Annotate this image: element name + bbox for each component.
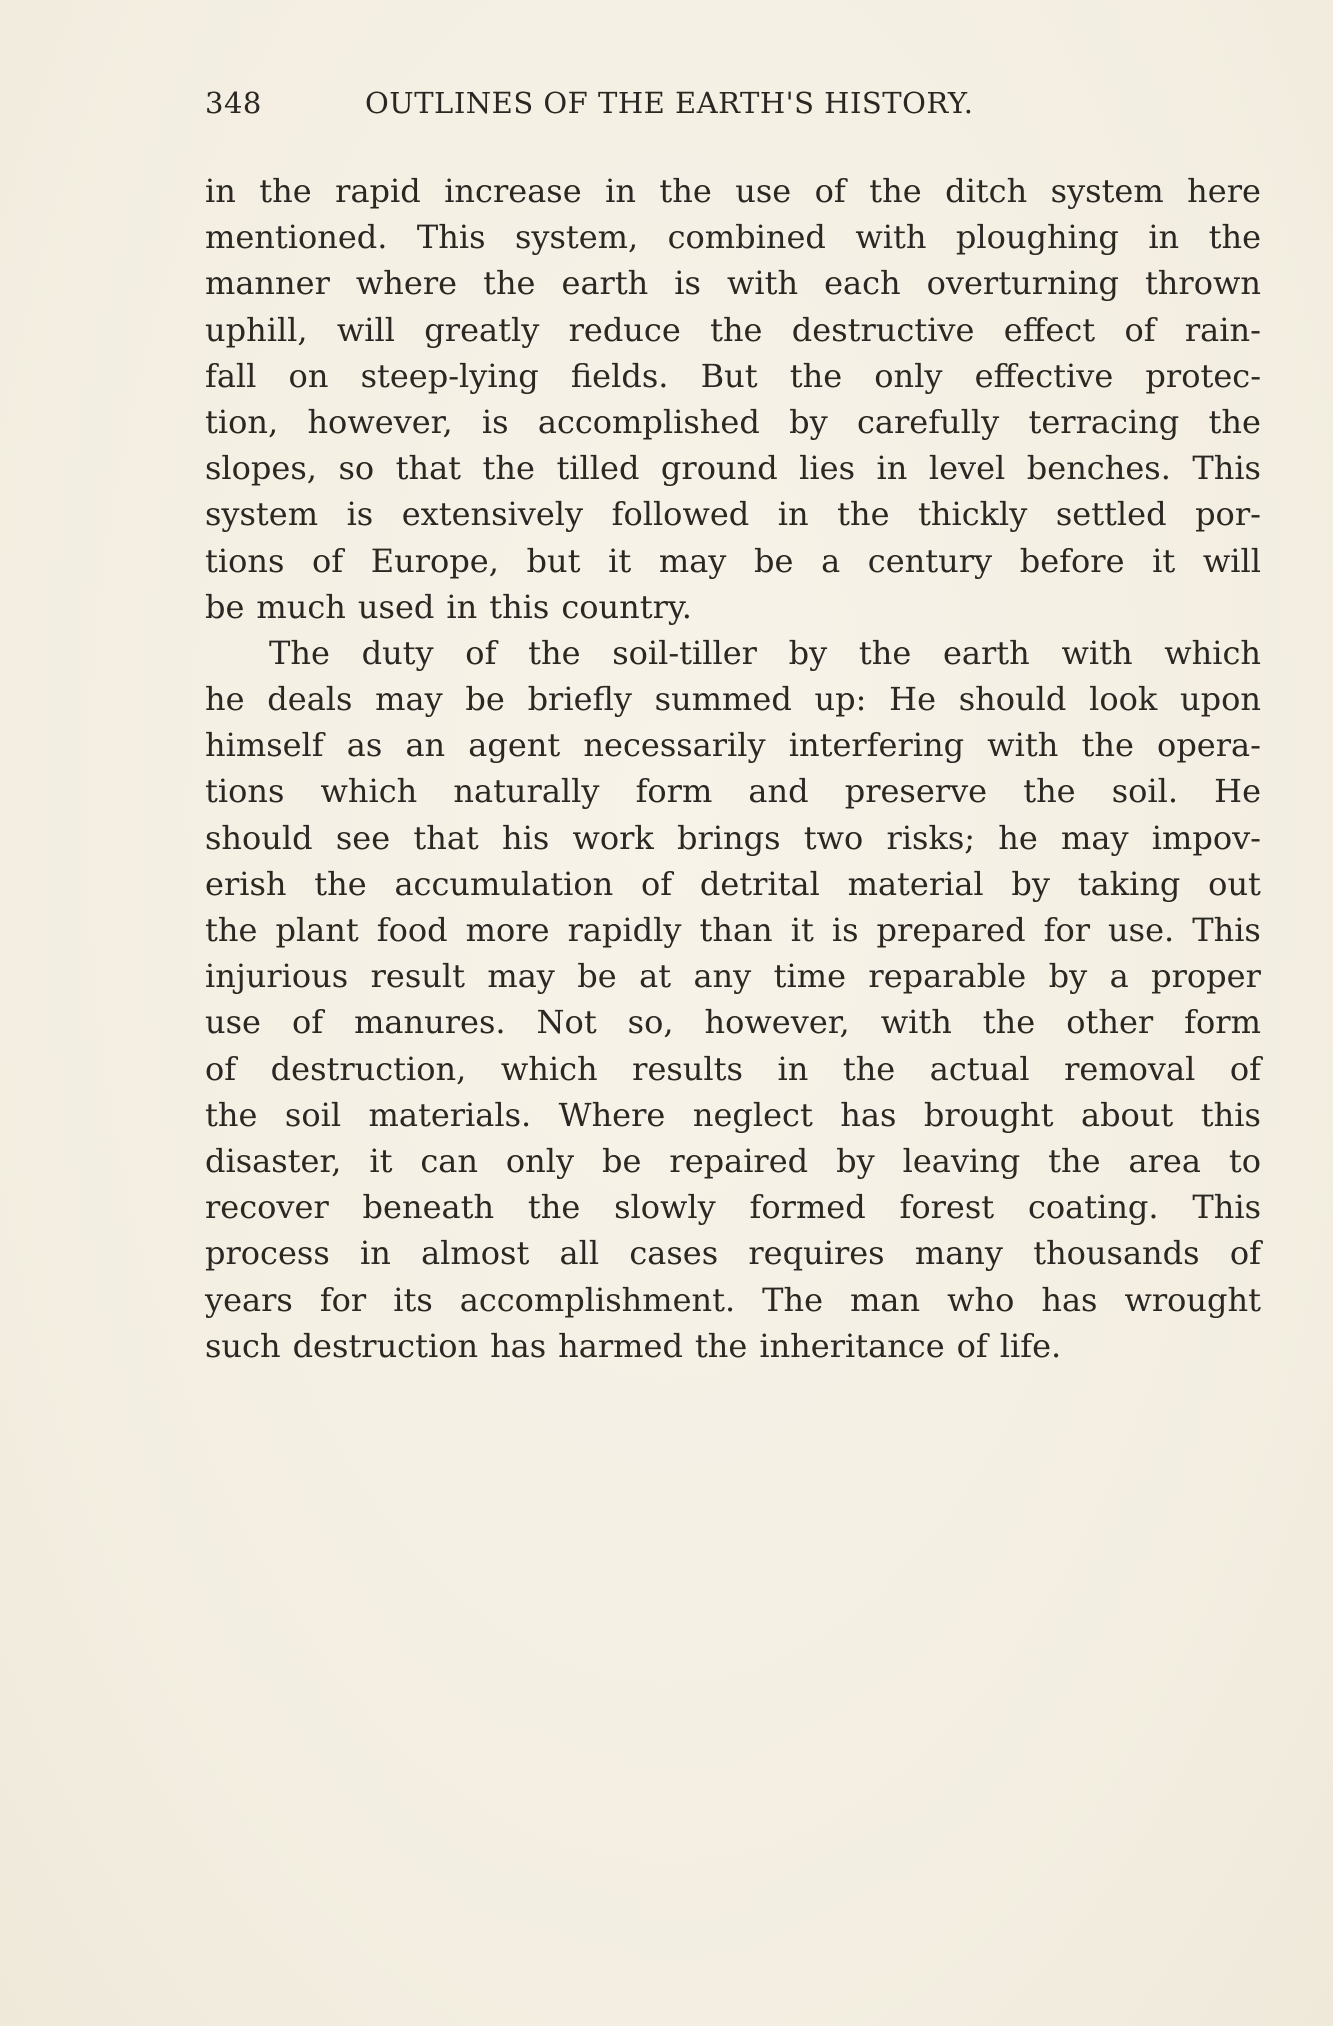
body-text — [205, 168, 1261, 1369]
text-line: tion, however, is accomplished by carefully terracing the — [205, 402, 1261, 441]
running-title: OUTLINES OF THE EARTH'S HISTORY. — [365, 86, 974, 120]
text-line: the soil materials. Where neglect has brought about this — [205, 1095, 1261, 1134]
text-line: of destruction, which results in the actual removal of — [205, 1049, 1261, 1088]
text-line: recover beneath the slowly formed forest coating. This — [205, 1188, 1261, 1227]
text-line: process in almost all cases requires many thousands of — [205, 1234, 1261, 1273]
text-line: the plant food more rapidly than it is prepared for use. This — [205, 911, 1261, 949]
text-line: tions which naturally form and preserve the soil. He — [205, 772, 1261, 811]
text-line: system is extensively followed in the thickly settled por- — [205, 495, 1261, 534]
text-line: manner where the earth is with each overturning thrown — [205, 264, 1261, 303]
text-line: mentioned. This system, combined with ploughing in the — [205, 218, 1261, 257]
text-line: be much used in this country. — [205, 587, 692, 626]
text-line: slopes, so that the tilled ground lies in level benches. This — [205, 449, 1261, 488]
text-line: erish the accumulation of detrital material by taking out — [205, 864, 1261, 903]
text-line: injurious result may be at any time reparable by a proper — [205, 957, 1261, 996]
text-line: should see that his work brings two risks; he may impov- — [205, 818, 1261, 857]
text-line: he deals may be briefly summed up: He should look upon — [205, 680, 1261, 719]
running-head — [205, 86, 1105, 120]
text-line: disaster, it can only be repaired by leaving the area to — [205, 1141, 1261, 1180]
text-line: tions of Europe, but it may be a century before it will — [205, 541, 1261, 580]
text-line: years for its accomplishment. The man who has wrought — [205, 1280, 1261, 1319]
text-line: use of manures. Not so, however, with the other form — [205, 1003, 1261, 1042]
text-line: himself as an agent necessarily interfering with the opera- — [205, 726, 1261, 765]
text-line: such destruction has harmed the inheritance of life. — [205, 1326, 1062, 1365]
text-line: uphill, will greatly reduce the destructive effect of rain- — [205, 310, 1261, 349]
page-number: 348 — [205, 86, 262, 120]
text-line: in the rapid increase in the use of the ditch system here — [205, 172, 1261, 210]
text-line: The duty of the soil-tiller by the earth with which — [269, 633, 1261, 672]
text-line: fall on steep-lying fields. But the only effective protec- — [205, 356, 1261, 395]
